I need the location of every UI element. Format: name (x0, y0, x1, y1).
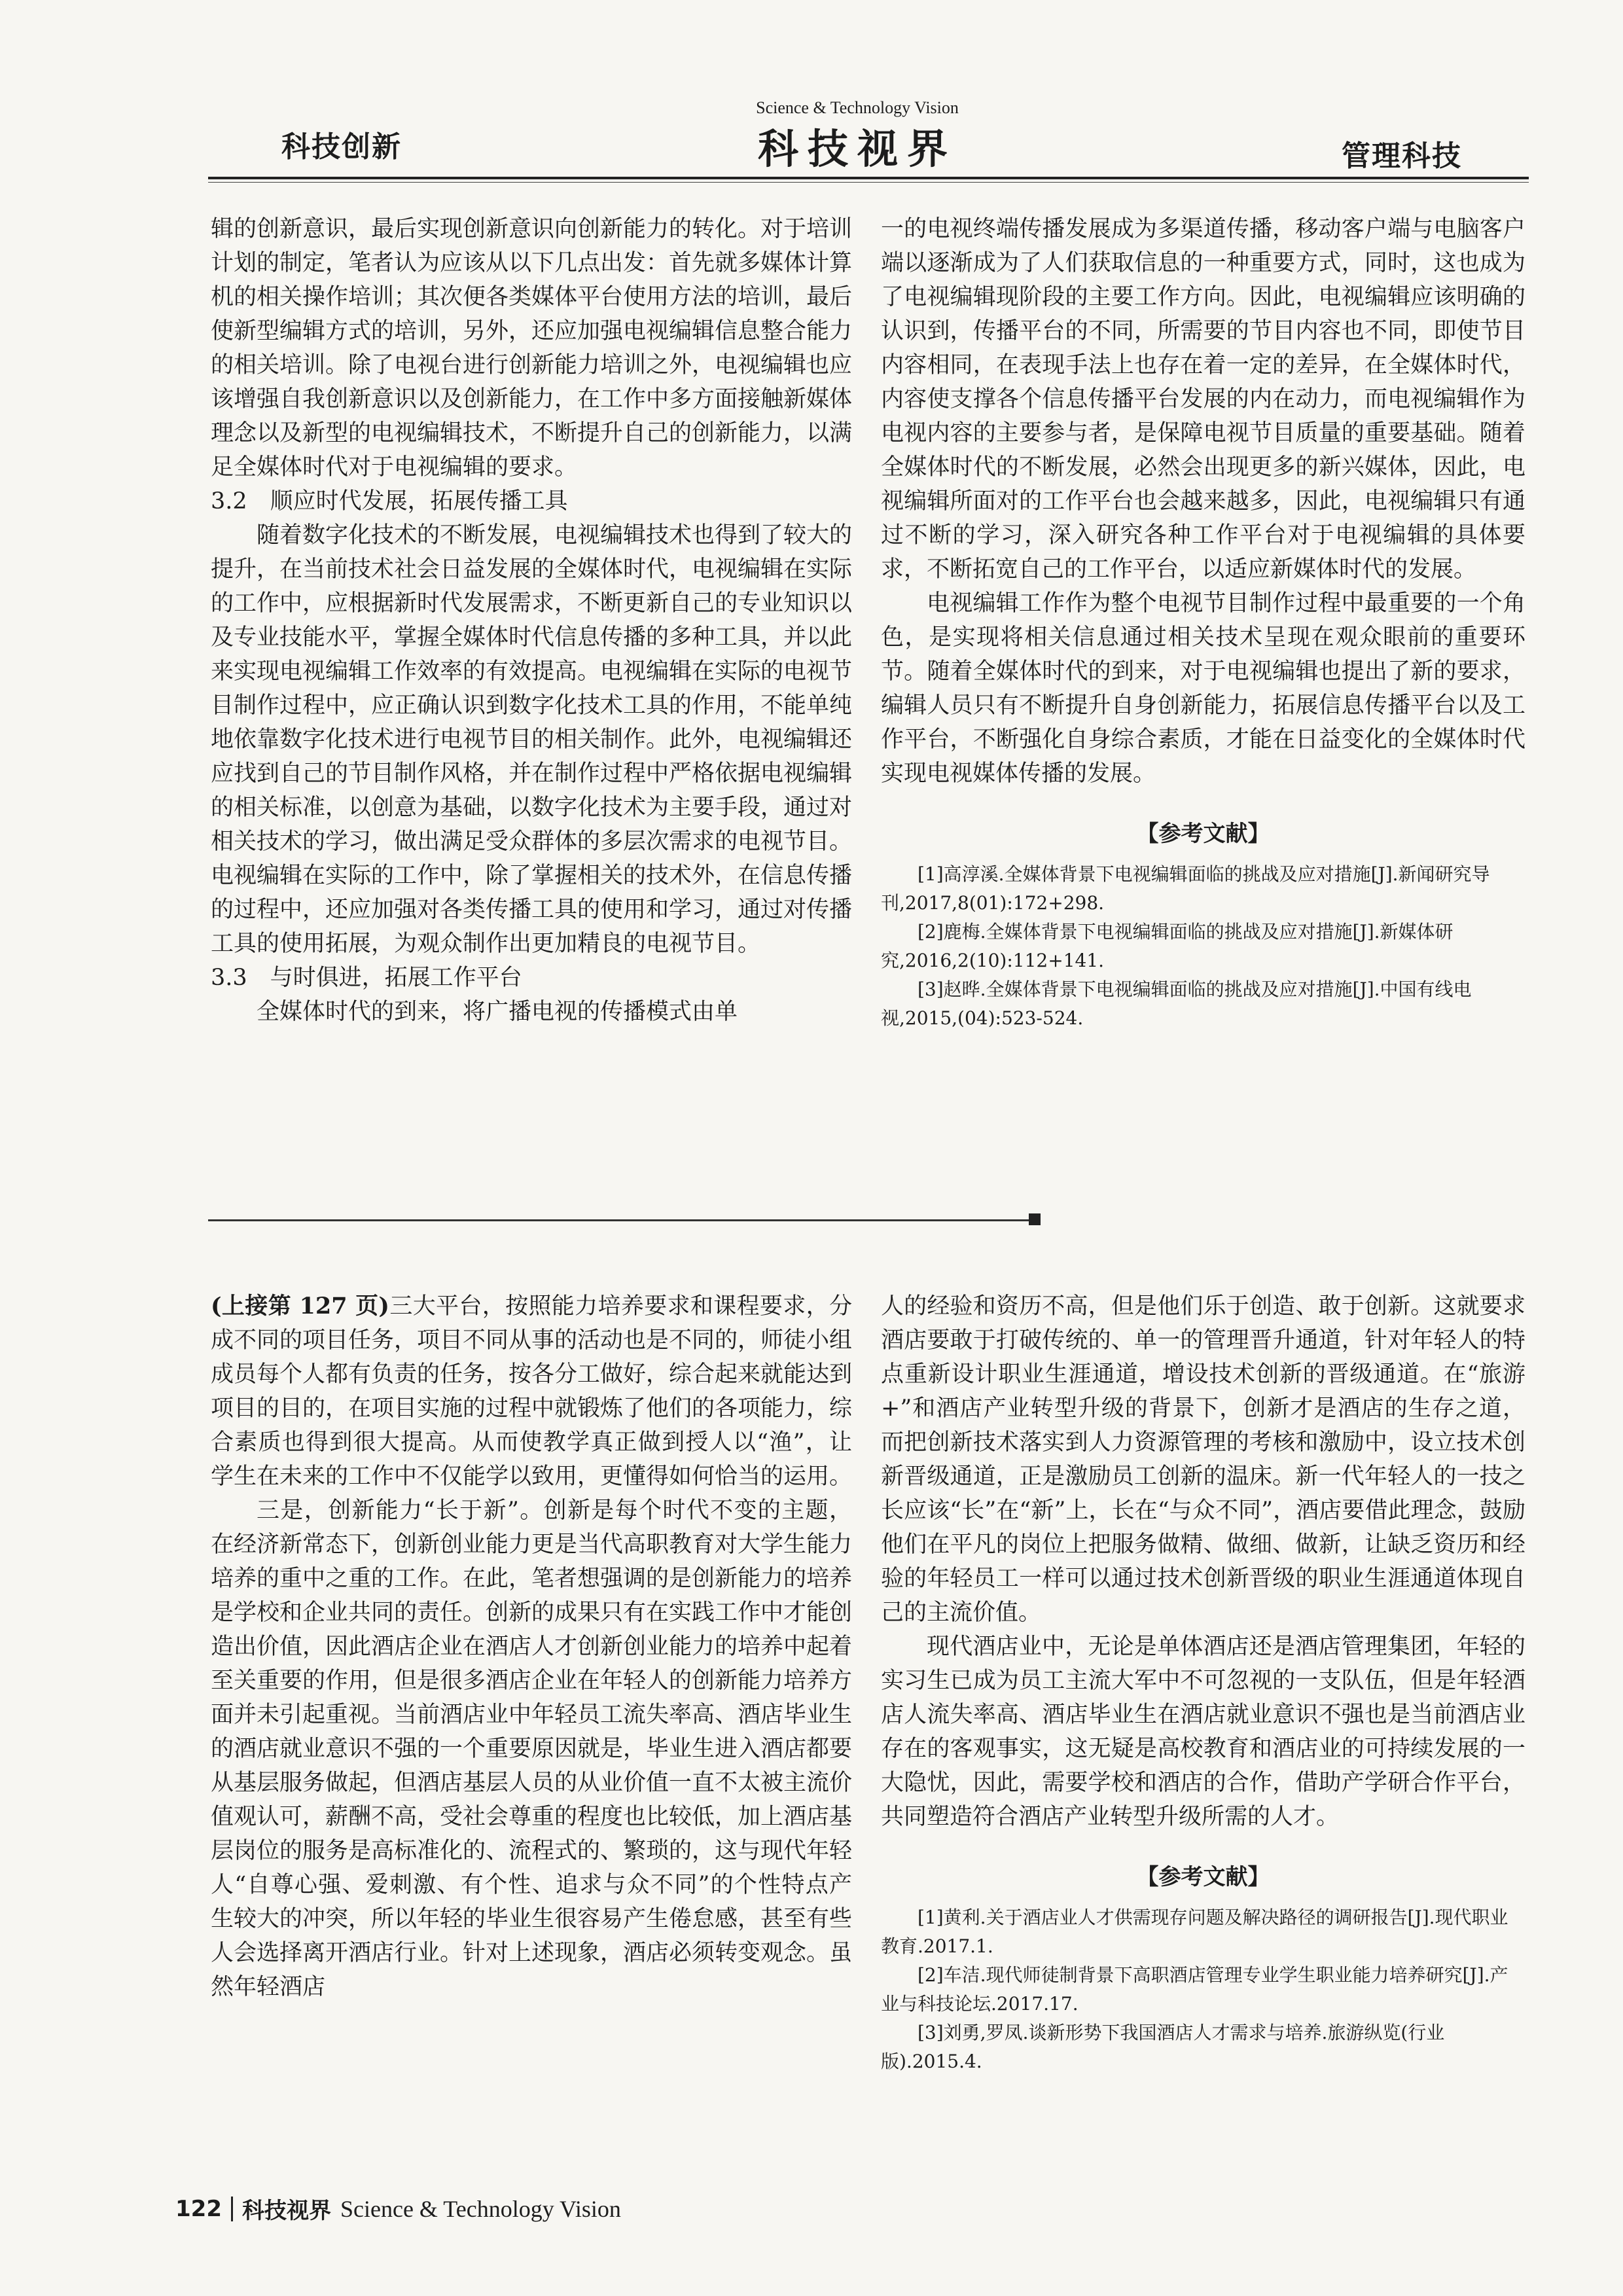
paragraph: 辑的创新意识，最后实现创新意识向创新能力的转化。对于培训计划的制定，笔者认为应该从以下几点出发：首先就多媒体计算机的相关操作培训；其次便各类媒体平台使用方法的培训，最后使新型编辑方式的培训，另外，还应加强电视编辑信息整合能力的相关培训。除了电视台进行创新能力培训之外，电视编辑也应该增强自我创新意识以及创新能力，在工作中多方面接触新媒体理念以及新型的电视编辑技术，不断提升自己的创新能力，以满足全媒体时代对于电视编辑的要求。 (211, 216, 853, 480)
references-title: 【参考文献】 (1136, 1864, 1270, 1890)
article2-right-column (881, 1289, 1525, 2076)
header-rule (208, 177, 1529, 179)
section-label-right: 管理科技 (1342, 139, 1462, 173)
page-number: 122 (175, 2195, 222, 2222)
reference-item: [3]刘勇,罗凤.谈新形势下我国酒店人才需求与培养.旅游纵览(行业版).2015.4. (881, 2022, 1445, 2072)
paragraph-text: 三大平台，按照能力培养要求和课程要求，分成不同的项目任务，项目不同从事的活动也是不同的，师徒小组成员每个人都有负责的任务，按各分工做好，综合起来就能达到项目的目的，在项目实施的过程中就锻炼了他们的各项能力，综合素质也得到很大提高。从而使教学真正做到授人以“渔”，让学生在未来的工作中不仅能学以致用，更懂得如何恰当的运用。 (211, 1293, 853, 1490)
section-label-left: 科技创新 (281, 130, 402, 164)
section-heading: 3.2 顺应时代发展，拓展传播工具 (211, 488, 568, 514)
divider-end-mark (1029, 1213, 1041, 1225)
paragraph: 全媒体时代的到来，将广播电视的传播模式由单 (257, 999, 738, 1025)
article2-left-column (211, 1289, 852, 2004)
reference-item: [3]赵晔.全媒体背景下电视编辑面临的挑战及应对措施[J].中国有线电视,2015,(04):523-524. (881, 978, 1472, 1029)
reference-item: [1]高淳溪.全媒体背景下电视编辑面临的挑战及应对措施[J].新闻研究导刊,2017,8(01):172+298. (881, 863, 1490, 914)
reference-item: [1]黄利.关于酒店业人才供需现存问题及解决路径的调研报告[J].现代职业教育.2017.1. (881, 1907, 1508, 1957)
article1-right-column (881, 212, 1525, 1033)
reference-item: [2]车洁.现代师徒制背景下高职酒店管理专业学生职业能力培养研究[J].产业与科技论坛.2017.17. (881, 1964, 1508, 2015)
paragraph: 现代酒店业中，无论是单体酒店还是酒店管理集团，年轻的实习生已成为员工主流大军中不可忽视的一支队伍，但是年轻酒店人流失率高、酒店毕业生在酒店就业意识不强也是当前酒店业存在的客观事实，这无疑是高校教育和酒店业的可持续发展的一大隐忧，因此，需要学校和酒店的合作，借助产学研合作平台，共同塑造符合酒店产业转型升级所需的人才。 (881, 1634, 1525, 1830)
continued-from-label: (上接第 127 页) (211, 1293, 389, 1319)
footer-brand-en: Science & Technology Vision (340, 2195, 621, 2222)
paragraph (211, 1289, 852, 1494)
paragraph: 一的电视终端传播发展成为多渠道传播，移动客户端与电脑客户端以逐渐成为了人们获取信息的一种重要方式，同时，这也成为了电视编辑现阶段的主要工作方向。因此，电视编辑应该明确的认识到，传播平台的不同，所需要的节目内容也不同，即使节目内容相同，在表现手法上也存在着一定的差异，在全媒体时代，内容使支撑各个信息传播平台发展的内在动力，而电视编辑作为电视内容的主要参与者，是保障电视节目质量的重要基础。随着全媒体时代的不断发展，必然会出现更多的新兴媒体，因此，电视编辑所面对的工作平台也会越来越多，因此，电视编辑只有通过不断的学习，深入研究各种工作平台对于电视编辑的具体要求，不断拓宽自己的工作平台，以适应新媒体时代的发展。 (881, 216, 1525, 583)
page-footer (175, 2193, 621, 2225)
article-divider (208, 1219, 1034, 1221)
reference-item: [2]鹿梅.全媒体背景下电视编辑面临的挑战及应对措施[J].新媒体研究,2016,2(10):112+141. (881, 921, 1454, 971)
header-rule-thin (208, 182, 1529, 183)
paragraph: 人的经验和资历不高，但是他们乐于创造、敢于创新。这就要求酒店要敢于打破传统的、单一的管理晋升通道，针对年轻人的特点重新设计职业生涯通道，增设技术创新的晋级通道。在“旅游+”和酒店产业转型升级的背景下，创新才是酒店的生存之道，而把创新技术落实到人力资源管理的考核和激励中，设立技术创新晋级通道，正是激励员工创新的温床。新一代年轻人的一技之长应该“长”在“新”上，长在“与众不同”，酒店要借此理念，鼓励他们在平凡的岗位上把服务做精、做细、做新，让缺乏资历和经验的年轻员工一样可以通过技术创新晋级的职业生涯通道体现自己的主流价值。 (881, 1293, 1525, 1626)
paragraph: 随着数字化技术的不断发展，电视编辑技术也得到了较大的提升，在当前技术社会日益发展的全媒体时代，电视编辑在实际的工作中，应根据新时代发展需求，不断更新自己的专业知识以及专业技能水平，掌握全媒体时代信息传播的多种工具，并以此来实现电视编辑工作效率的有效提高。电视编辑在实际的电视节目制作过程中，应正确认识到数字化技术工具的作用，不能单纯地依靠数字化技术进行电视节目的相关制作。此外，电视编辑还应找到自己的节目制作风格，并在制作过程中严格依据电视编辑的相关标准，以创意为基础，以数字化技术为主要手段，通过对相关技术的学习，做出满足受众群体的多层次需求的电视节目。电视编辑在实际的工作中，除了掌握相关的技术外，在信息传播的过程中，还应加强对各类传播工具的使用和学习，通过对传播工具的使用拓展，为观众制作出更加精良的电视节目。 (211, 522, 853, 957)
paragraph: 三是，创新能力“长于新”。创新是每个时代不变的主题，在经济新常态下，创新创业能力更是当代高职教育对大学生能力培养的重中之重的工作。在此，笔者想强调的是创新能力的培养是学校和企业共同的责任。创新的成果只有在实践工作中才能创造出价值，因此酒店企业在酒店人才创新创业能力的培养中起着至关重要的作用，但是很多酒店企业在年轻人的创新能力培养方面并未引起重视。当前酒店业中年轻员工流失率高、酒店毕业生的酒店就业意识不强的一个重要原因就是，毕业生进入酒店都要从基层服务做起，但酒店基层人员的从业价值一直不太被主流价值观认可，薪酬不高，受社会尊重的程度也比较低，加上酒店基层岗位的服务是高标准化的、流程式的、繁琐的，这与现代年轻人“自尊心强、爱刺激、有个性、追求与众不同”的个性特点产生较大的冲突，所以年轻的毕业生很容易产生倦怠感，甚至有些人会选择离开酒店行业。针对上述现象，酒店必须转变观念。虽然年轻酒店 (211, 1498, 853, 2000)
article1-left-column (211, 212, 852, 1029)
references-title: 【参考文献】 (1136, 821, 1270, 847)
footer-separator (231, 2197, 233, 2221)
journal-title-cn: 科技视界 (757, 125, 957, 173)
section-heading: 3.3 与时俱进，拓展工作平台 (211, 965, 522, 991)
paragraph: 电视编辑工作作为整个电视节目制作过程中最重要的一个角色，是实现将相关信息通过相关技术呈现在观众眼前的重要环节。随着全媒体时代的到来，对于电视编辑也提出了新的要求，编辑人员只有不断提升自身创新能力，拓展信息传播平台以及工作平台，不断强化自身综合素质，才能在日益变化的全媒体时代实现电视媒体传播的发展。 (881, 590, 1525, 787)
footer-brand: 科技视界 (241, 2198, 331, 2224)
journal-title-en: Science & Technology Vision (756, 98, 959, 117)
